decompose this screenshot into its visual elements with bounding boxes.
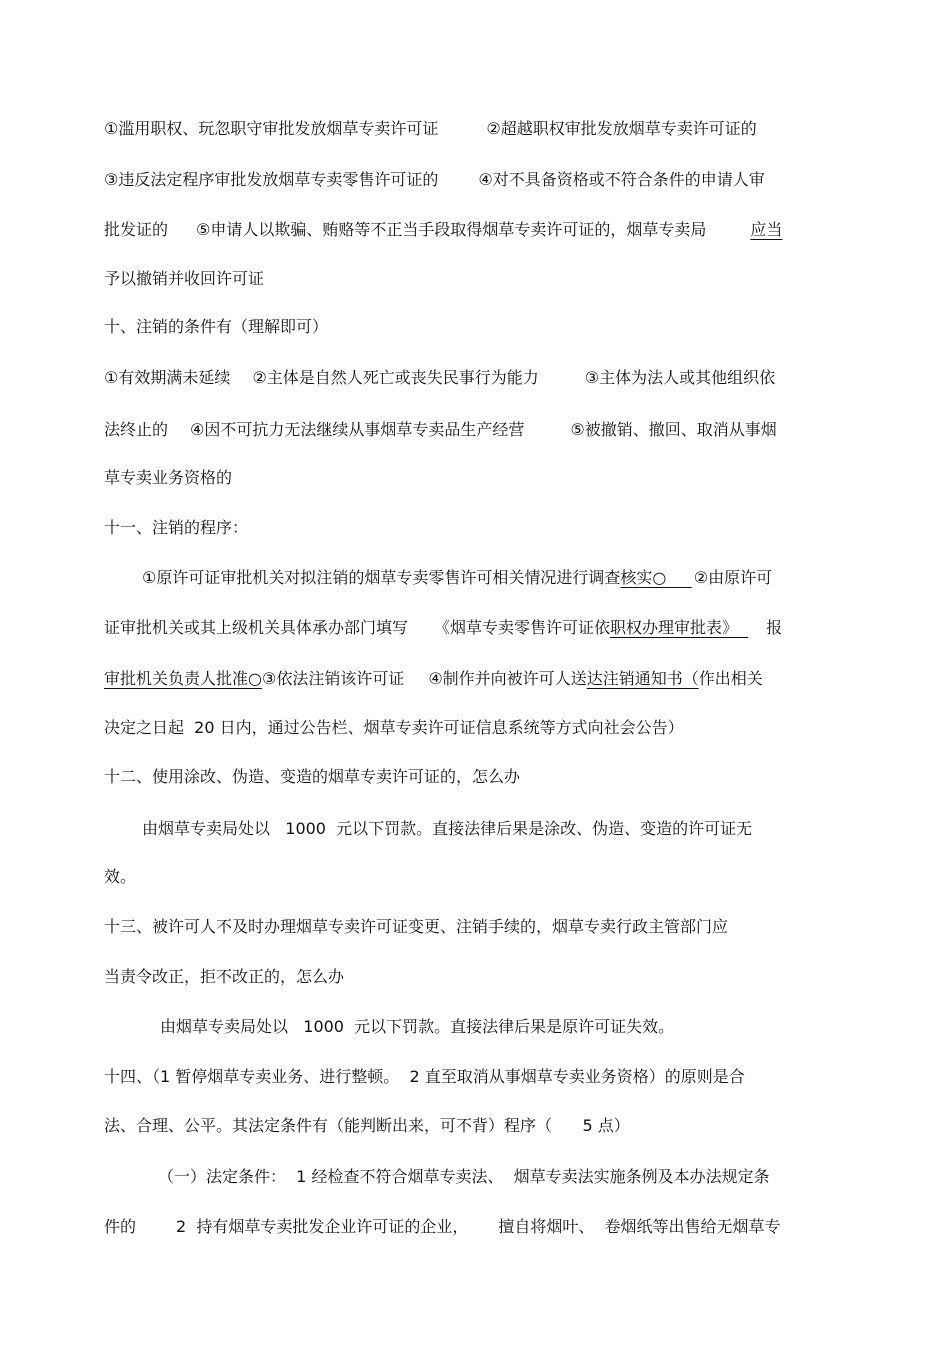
text-segment: ⑤申请人以欺骗、贿赂等不正当手段取得烟草专卖许可证的，烟草专卖局 bbox=[196, 220, 707, 239]
text-segment: 法、合理、公平。其法定条件有（能判断出来，可不背）程序（ 5 点） bbox=[104, 1116, 630, 1135]
text-segment: 擅自将烟叶、 卷烟纸等出售给无烟草专 bbox=[498, 1217, 781, 1236]
text-segment: 件的 bbox=[104, 1217, 137, 1236]
text-line bbox=[104, 367, 775, 389]
text-segment: 当责令改正，拒不改正的，怎么办 bbox=[104, 967, 345, 986]
text-segment: ③违反法定程序审批发放烟草专卖零售许可证的 bbox=[104, 170, 439, 189]
text-segment: 报 bbox=[766, 618, 783, 637]
text-segment: 2 持有烟草专卖批发企业许可证的企业， bbox=[176, 1217, 469, 1236]
text-segment: ④制作并向被许可人送 bbox=[428, 669, 587, 688]
text-line bbox=[104, 916, 728, 938]
text-segment: 应当 bbox=[750, 220, 783, 239]
text-segment: 十、注销的条件有（理解即可） bbox=[104, 317, 329, 336]
text-segment: ②由原许可 bbox=[693, 568, 773, 587]
text-segment: ①滥用职权、玩忽职守审批发放烟草专卖许可证 bbox=[104, 119, 439, 138]
text-line bbox=[104, 567, 772, 589]
text-segment: 审批机关负责人批准○ bbox=[104, 669, 262, 688]
text-line bbox=[104, 1066, 745, 1088]
text-line bbox=[104, 118, 757, 140]
text-line bbox=[104, 219, 782, 241]
text-segment: ④因不可抗力无法继续从事烟草专卖品生产经营 bbox=[190, 420, 525, 439]
text-segment: 批发证的 bbox=[104, 220, 169, 239]
text-segment: 法终止的 bbox=[104, 420, 169, 439]
text-segment: 由烟草专卖局处以 1000 元以下罚款。直接法律后果是原许可证失效。 bbox=[160, 1017, 675, 1036]
text-segment: 十四、（1 暂停烟草专卖业务、进行整顿。 2 直至取消从事烟草专卖业务资格）的原则是合 bbox=[104, 1067, 745, 1086]
text-line bbox=[104, 1115, 630, 1137]
text-segment: ②主体是自然人死亡或丧失民事行为能力 bbox=[252, 368, 539, 387]
text-line bbox=[104, 866, 136, 888]
text-segment: 由烟草专卖局处以 1000 元以下罚款。直接法律后果是涂改、伪造、变造的许可证无 bbox=[142, 819, 753, 838]
text-segment: 证审批机关或其上级机关具体承办部门填写 bbox=[104, 618, 409, 637]
text-segment: 十三、被许可人不及时办理烟草专卖许可证变更、注销手续的，烟草专卖行政主管部门应 bbox=[104, 917, 729, 936]
text-segment: 《烟草专卖零售许可证依 bbox=[434, 618, 611, 637]
text-segment: ⑤被撤销、撤回、取消从事烟 bbox=[570, 420, 777, 439]
text-line bbox=[104, 419, 777, 441]
text-segment: 效。 bbox=[104, 867, 137, 886]
text-segment: （一）法定条件： 1 经检查不符合烟草专卖法、 烟草专卖法实施条例及本办法规定条 bbox=[158, 1167, 770, 1186]
text-segment: 核实○ bbox=[620, 568, 692, 587]
text-line bbox=[104, 818, 752, 840]
text-line bbox=[104, 717, 684, 739]
text-segment: ③主体为法人或其他组织依 bbox=[584, 368, 776, 387]
text-line bbox=[104, 1016, 674, 1038]
text-segment: 决定之日起 20 日内，通过公告栏、烟草专卖许可证信息系统等方式向社会公告） bbox=[104, 718, 684, 737]
text-line bbox=[104, 617, 782, 639]
text-segment: ①有效期满未延续 bbox=[104, 368, 231, 387]
text-line bbox=[104, 766, 520, 788]
text-segment: 草专卖业务资格的 bbox=[104, 468, 233, 487]
text-line bbox=[104, 668, 763, 690]
text-segment: ②超越职权审批发放烟草专卖许可证的 bbox=[486, 119, 757, 138]
text-segment: ③依法注销该许可证 bbox=[261, 669, 405, 688]
text-segment: 职权办理审批表》 bbox=[610, 618, 749, 637]
text-line bbox=[104, 169, 765, 191]
text-line bbox=[104, 1166, 770, 1188]
text-segment: ①原许可证审批机关对拟注销的烟草专卖零售许可相关情况进行调查 bbox=[142, 568, 621, 587]
text-line bbox=[104, 316, 328, 338]
text-segment: 予以撤销并收回许可证 bbox=[104, 269, 265, 288]
text-segment: 十二、使用涂改、伪造、变造的烟草专卖许可证的，怎么办 bbox=[104, 767, 521, 786]
text-segment: 达注销通知书（ bbox=[586, 669, 699, 688]
text-line bbox=[104, 966, 344, 988]
text-segment: ④对不具备资格或不符合条件的申请人审 bbox=[478, 170, 765, 189]
text-line bbox=[104, 1216, 781, 1238]
text-segment: 十一、注销的程序： bbox=[104, 518, 249, 537]
text-line bbox=[104, 467, 232, 489]
text-line bbox=[104, 268, 264, 290]
text-line bbox=[104, 517, 248, 539]
text-segment: 作出相关 bbox=[698, 669, 763, 688]
